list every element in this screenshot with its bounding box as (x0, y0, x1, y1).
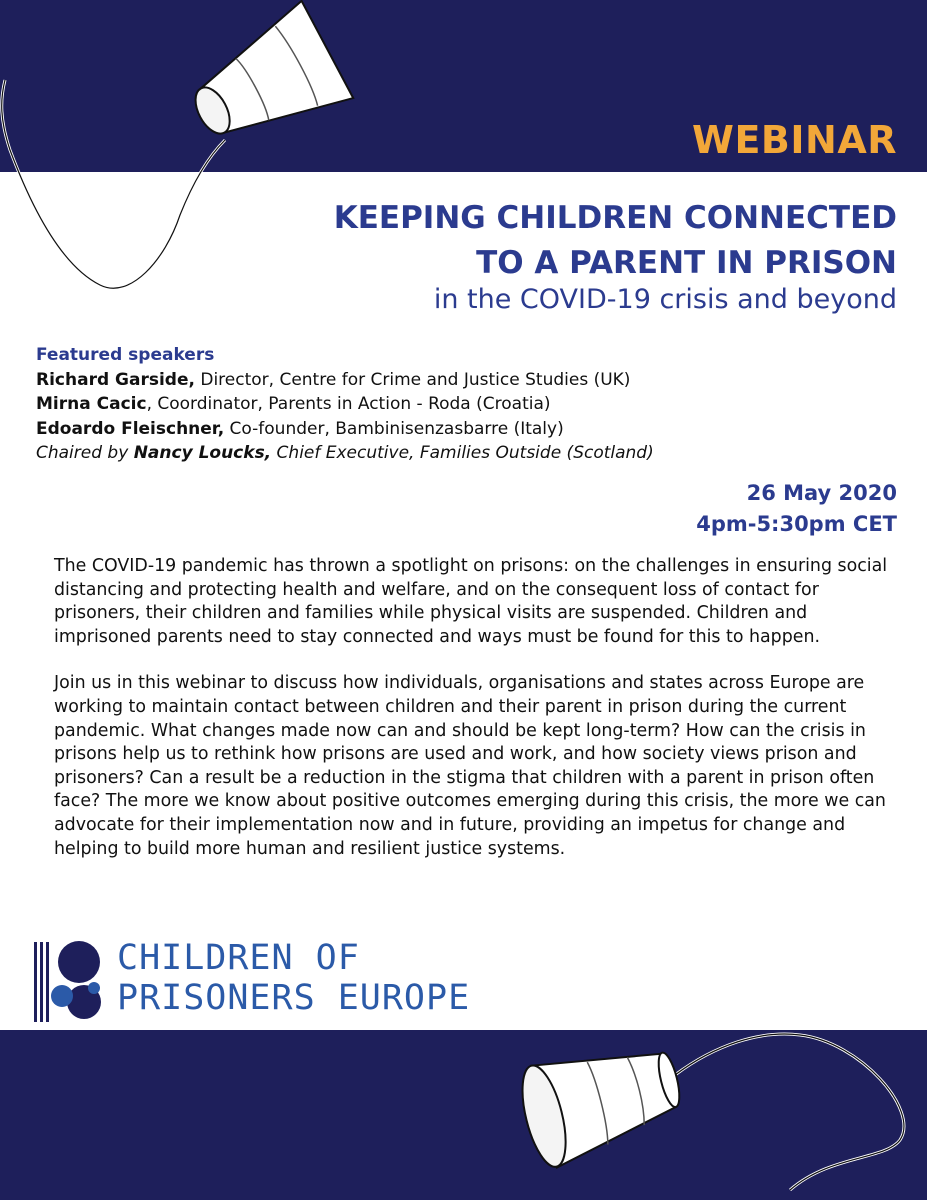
speaker-item (36, 392, 654, 417)
speaker-item (36, 368, 654, 393)
webinar-label: WEBINAR (692, 118, 897, 162)
chair-line (36, 441, 654, 466)
title-line-1: KEEPING CHILDREN CONNECTED (333, 200, 897, 236)
featured-speakers (36, 343, 654, 466)
speaker-item (36, 417, 654, 442)
speaker-name: Richard Garside, (36, 369, 195, 390)
speaker-role: , Coordinator, Parents in Action - Roda (Croatia) (146, 394, 551, 414)
logo-line-1: CHILDREN OF (117, 938, 360, 978)
page-title (334, 196, 897, 286)
chair-name: Nancy Loucks, (133, 443, 272, 463)
tin-can-phone-illustration-bottom (500, 960, 927, 1200)
event-description (54, 555, 904, 884)
chair-role: Chief Executive, Families Outside (Scotland) (271, 443, 654, 463)
speaker-name: Mirna Cacic (36, 394, 147, 414)
cope-logo-wordmark (117, 938, 470, 1018)
event-time: 4pm-5:30pm CET (696, 512, 897, 536)
speakers-heading: Featured speakers (36, 345, 215, 365)
speaker-role: Co-founder, Bambinisenzasbarre (Italy) (224, 418, 564, 439)
title-line-2: TO A PARENT IN PRISON (476, 245, 897, 281)
event-datetime (696, 478, 897, 540)
tin-can-phone-illustration-top (0, 0, 360, 320)
logo-line-2: PRISONERS EUROPE (117, 978, 471, 1018)
chair-prefix: Chaired by (36, 443, 134, 463)
speaker-name: Edoardo Fleischner, (36, 418, 225, 439)
description-paragraph-2: Join us in this webinar to discuss how individuals, organisations and states across Europe are working to maintain contact between children and their parent in prison during the current pandemic. What changes made now can and should be kept long-term? How can the crisis in prisons help us to rethink how prisons are used and work, and how society views prison and prisoners? Can a result be a reduction in the stigma that children with a parent in prison often face? The more we know about positive outcomes emerging during this crisis, the more we can advocate for their implementation now and in future, providing an impetus for change and helping to build more human and resilient justice systems. (54, 673, 886, 859)
event-date: 26 May 2020 (746, 481, 897, 505)
speaker-role: Director, Centre for Crime and Justice Studies (UK) (194, 369, 631, 390)
page-subtitle: in the COVID-19 crisis and beyond (433, 284, 897, 315)
description-paragraph-1: The COVID-19 pandemic has thrown a spotlight on prisons: on the challenges in ensuring social distancing and protecting health and welfare, and on the consequent loss of contact for prisoners, their children and families while physical visits are suspended. Children and imprisoned parents need to stay connected and ways must be found for this to happen. (54, 556, 888, 647)
